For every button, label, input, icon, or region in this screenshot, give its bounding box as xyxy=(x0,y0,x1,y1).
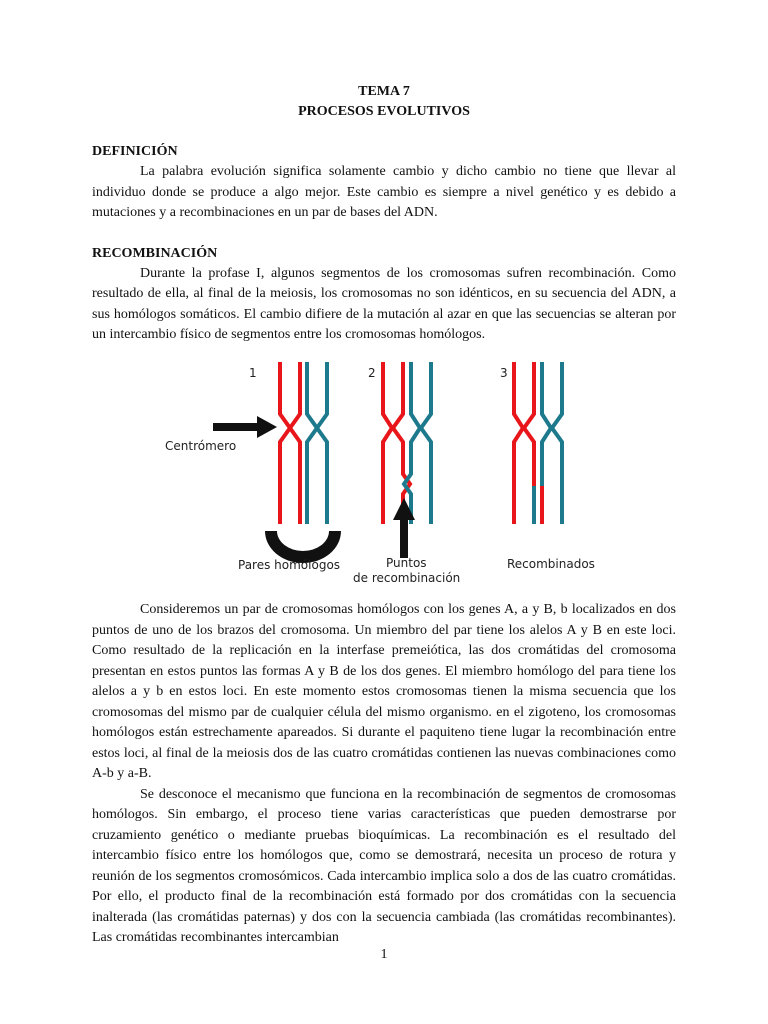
recombination-label-line1: Puntos xyxy=(386,556,427,570)
recombinacion-paragraph: Durante la profase I, algunos segmentos de los cromosomas sufren recombinación. Como resultado de ella, al final de la meiosis, los cromosomas no son idénticos, en su secuencia del ADN, a sus homólogos somáticos. El cambio difiere de la mutación al azar en que las secuencias se alteran por un intercambio físico de segmentos entre los cromosomas homólogos. xyxy=(92,265,676,342)
panel-number-2: 2 xyxy=(368,366,376,380)
recombined-label: Recombinados xyxy=(507,557,595,571)
chapter-title: PROCESOS EVOLUTIVOS xyxy=(298,104,470,119)
centromere-label: Centrómero xyxy=(165,439,237,453)
homologous-pairs-label: Pares homólogos xyxy=(238,558,341,572)
section-heading-recombinacion: RECOMBINACIÓN xyxy=(92,245,218,261)
section-heading-definicion: DEFINICIÓN xyxy=(92,144,178,159)
recombination-label-line2: de recombinación xyxy=(353,571,461,583)
definicion-paragraph: La palabra evolución significa solamente cambio y dicho cambio no tiene que llevar al individuo donde se produce a algo mejor. Este cambio es siempre a nivel genético y es debido a mutaciones y a recombinaciones en un par de bases del ADN. xyxy=(92,164,676,220)
document-page xyxy=(92,82,676,346)
chromosome-recombination-figure xyxy=(157,356,607,583)
page-number: 1 xyxy=(380,947,388,962)
body-paragraph-2: Se desconoce el mecanismo que funciona en la recombinación de segmentos de cromosomas homólogos. Sin embargo, el proceso tiene varias características que pueden demostrarse por cruzamiento genético o mediante pruebas bioquímicas. La recombinación es el resultado del intercambio físico entre los homólogos que, como se demostrará, necesita un proceso de rotura y reunión de los segmentos cromosómicos. Cada intercambio implica solo a dos de las cuatro cromátidas. Por ello, el producto final de la recombinación está formado por dos cromátidas con la secuencia inalterada (las cromátidas paternas) y dos con la secuencia cambiada (las cromátidas recombinantes). Las cromátidas recombinantes intercambian xyxy=(92,786,676,945)
document-page-continued xyxy=(92,600,676,949)
body-paragraph-1: Consideremos un par de cromosomas homólogos con los genes A, a y B, b localizados en dos puntos de uno de los brazos del cromosoma. Un miembro del par tiene los alelos A y B en este loci. Como resultado de la replicación en la interfase premeiótica, las dos cromátidas del cromosoma presentan en estos puntos las formas A y B de los dos genes. El miembro homólogo del para tiene los alelos a y b en estos loci. En este momento estos cromosomas tienen la misma secuencia que los cromosomas del mismo par de cualquier célula del mismo organismo. en el zigoteno, los cromosomas homólogos están estrechamente apareados. Si durante el paquiteno tiene lugar la recombinación entre estos loci, al final de la meiosis dos de las cuatro cromátidas contienen las nuevas combinaciones como A-b y a-B. xyxy=(92,602,676,781)
panel-number-1: 1 xyxy=(249,366,257,380)
panel-number-3: 3 xyxy=(500,366,508,380)
chapter-number: TEMA 7 xyxy=(358,84,410,99)
